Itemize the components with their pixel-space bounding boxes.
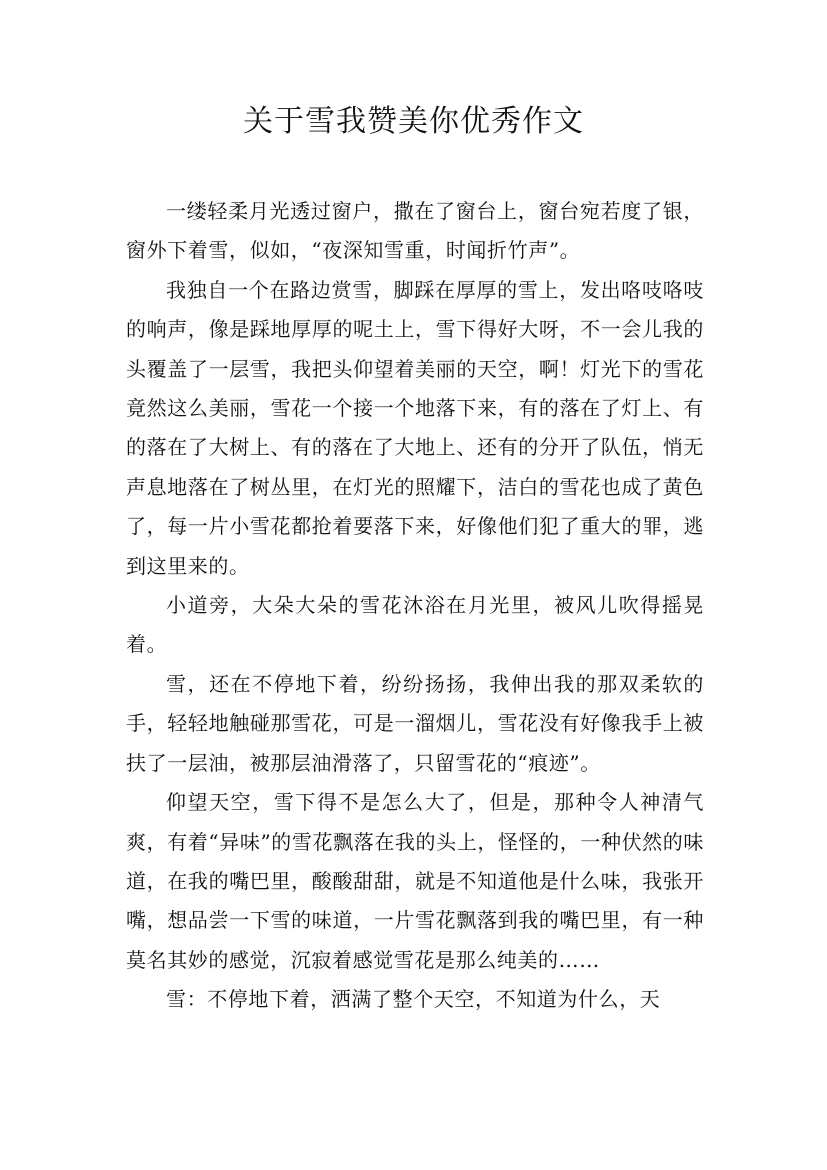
document-title: 关于雪我赞美你优秀作文 [243, 104, 584, 139]
paragraph-3: 小道旁，大朵大朵的雪花沐浴在月光里，被风儿吹得摇晃着。 [126, 593, 704, 657]
paragraph-5: 仰望天空，雪下得不是怎么大了，但是，那种令人神清气爽，有着“异味”的雪花飘落在我的头上，怪怪的，一种伏然的味道，在我的嘴巴里，酸酸甜甜，就是不知道他是什么味，我张开嘴，想品尝一下雪的味道，一片雪花飘落到我的嘴巴里，有一种莫名其妙的感觉，沉寂着感觉雪花是那么纯美的…… [126, 790, 704, 972]
paragraph-6: 雪：不停地下着，洒满了整个天空，不知道为什么，天 [166, 987, 661, 1012]
paragraph-4: 雪，还在不停地下着，纷纷扬扬，我伸出我的那双柔软的手，轻轻地触碰那雪花，可是一溜烟儿，雪花没有好像我手上被扶了一层油，被那层油滑落了，只留雪花的“痕迹”。 [126, 671, 704, 775]
document-body [126, 192, 704, 1020]
paragraph-2: 我独自一个在路边赏雪，脚踩在厚厚的雪上，发出咯吱咯吱的响声，像是踩地厚厚的呢土上，雪下得好大呀，不一会儿我的头覆盖了一层雪，我把头仰望着美丽的天空，啊！灯光下的雪花竟然这么美丽，雪花一个接一个地落下来，有的落在了灯上、有的落在了大树上、有的落在了大地上、还有的分开了队伍，悄无声息地落在了树丛里，在灯光的照耀下，洁白的雪花也成了黄色了，每一片小雪花都抢着要落下来，好像他们犯了重大的罪，逃到这里来的。 [126, 277, 704, 578]
paragraph-1: 一缕轻柔月光透过窗户，撒在了窗台上，窗台宛若度了银，窗外下着雪，似如，“夜深知雪重，时闻折竹声”。 [126, 199, 704, 263]
